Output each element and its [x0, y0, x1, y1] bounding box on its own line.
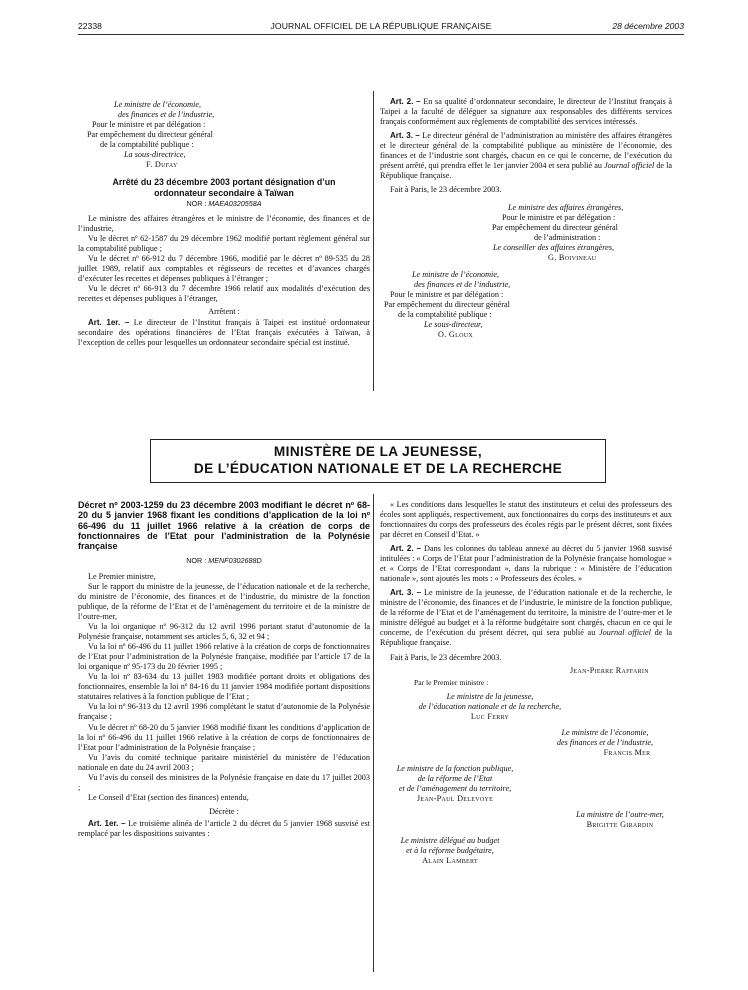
left-bottom-column	[78, 500, 370, 839]
article-text: de la République française.	[380, 161, 672, 181]
sig-line: de la comptabilité publique :	[398, 309, 492, 319]
signatory-name: Francis Mer	[603, 747, 651, 757]
page-number: 22338	[78, 21, 102, 31]
journal-officiel-ref: Journal officiel	[604, 161, 655, 171]
article-text: Le ministre de la jeunesse, de l’éducation nationale et de la recherche, le ministre de l’économie, des finances et de l’industrie, le ministre de la fonction publique, de la réforme de l’Etat et de l’aménagement du territoire, la ministre de l’outre-mer et le ministre délégué au budget et à la réforme budgétaire sont chargés, chacun en ce qui le concerne, de l’exécution du présent décret, qui sera publié au	[380, 588, 673, 638]
article-3	[380, 588, 672, 648]
nor-code: MAEA0320558A	[208, 199, 262, 209]
article-label: Art. 1er. –	[88, 318, 130, 328]
header-rule	[78, 34, 684, 35]
sig-line: Le ministre délégué au budget	[400, 835, 500, 845]
column-divider	[373, 91, 374, 391]
signatory-name: O. Gloux	[438, 329, 473, 339]
paragraph: Vu l’avis du comité technique paritaire ministériel du ministère de l’éducation nationale en date du 24 avril 2003 ;	[78, 752, 370, 772]
sig-line: Par empêchement du directeur général	[492, 222, 618, 232]
paragraph: Le Conseil d’Etat (section des finances) entendu,	[88, 793, 249, 803]
paragraph: Le ministre des affaires étrangères et le ministre de l’économie, des finances et de l’industrie,	[78, 213, 370, 233]
nor-code: MENF0302688D	[208, 555, 262, 565]
sig-line: Par empêchement du directeur général	[87, 130, 213, 139]
issue-date: 28 décembre 2003	[612, 21, 684, 31]
article-label: Art. 3. –	[390, 588, 422, 598]
signature-block-affaires-etrangeres	[380, 203, 672, 263]
article-1	[78, 318, 370, 348]
article-2	[380, 544, 672, 584]
sig-line: et à la réforme budgétaire,	[406, 845, 494, 855]
paragraph: Le Premier ministre,	[88, 571, 156, 581]
paragraph: Vu le décret nº 66-912 du 7 décembre 1966, modifié par le décret nº 89-535 du 28 juillet 1989, relatif aux comptables et régisseurs de recettes et d’avances chargés d’exécuter les recettes et dépenses publiques à l’étranger ;	[78, 254, 370, 284]
signature-block-economie-2	[380, 270, 672, 340]
sig-line: Le ministre de l’économie,	[114, 100, 202, 109]
ministry-heading-box	[150, 439, 606, 483]
sig-line: Pour le ministre et par délégation :	[92, 120, 206, 129]
column-divider	[373, 494, 374, 972]
signatory-name: F. Dufay	[146, 160, 178, 169]
sig-line: Le ministre des affaires étrangères,	[508, 202, 624, 212]
decret-title: Décret nº 2003-1259 du 23 décembre 2003 modifiant le décret nº 68-20 du 5 janvier 1968 fixant les conditions d’application de la loi nº 66-496 du 11 juillet 1966 relative à la création de corps de fonctionnaires de l’Etat pour l’administration de la Polynésie française	[78, 500, 370, 552]
decrete: Décrète :	[209, 807, 239, 817]
sig-line: La ministre de l’outre-mer,	[576, 809, 664, 819]
article-text: Le directeur de l’Institut français à Taipei est institué ordonnateur secondaire des opérations financières de l’Etat français exécutées à Taïwan, à l’exception de celles pour lesquelles un ordonnateur secondaire spécial est institué.	[78, 318, 371, 348]
sig-line: Le ministre de l’économie,	[412, 269, 500, 279]
article-label: Art. 1er. –	[88, 819, 126, 829]
article-3	[380, 131, 672, 181]
right-bottom-column	[380, 500, 672, 866]
article-text: de la République française.	[380, 628, 672, 648]
paragraph: Vu la loi nº 96-313 du 12 avril 1996 complétant le statut d’autonomie de la Polynésie française ;	[78, 702, 370, 722]
paragraph: Vu l’avis du conseil des ministres de la Polynésie française en date du 17 juillet 2003 ;	[78, 773, 370, 792]
sig-line: Pour le ministre et par délégation :	[390, 289, 504, 299]
sig-line: Par empêchement du directeur général	[384, 299, 510, 309]
article-label: Art. 2. –	[390, 97, 421, 106]
paragraph: Sur le rapport du ministre de la jeunesse, de l’éducation nationale et de la recherche, du ministre de l’économie, des finances et de l’industrie, du ministre de la fonction publique, de la réforme de l’Etat et de l’aménagement du territoire et de la ministre de l’outre-mer,	[78, 581, 370, 621]
paragraph: Vu le décret nº 68-20 du 5 janvier 1968 modifié fixant les conditions d’application de la loi nº 66-496 du 11 juillet 1966 relative à la création de corps de fonctionnaires de l’Etat pour l’administration de la Polynésie française ;	[78, 722, 370, 752]
signature-block-outre-mer	[545, 810, 695, 830]
signature-block-economie	[78, 100, 370, 170]
article-label: Art. 2. –	[390, 544, 422, 554]
sig-line: Le conseiller des affaires étrangères,	[493, 242, 615, 252]
arretent: Arrêtent :	[208, 307, 240, 317]
article-text: Le directeur général de l’administration au ministère des affaires étrangères et le directeur général de la comptabilité publique au ministère de l’économie, des finances et de l’industrie sont chargés, chacun en ce qui le concerne, de l’exécution du présent arrêté, qui prendra effet le 1er janvier 2004 et sera publié au	[380, 131, 672, 171]
signatory-name: Brigitte Girardin	[586, 819, 654, 829]
sig-line: Le sous-directeur,	[424, 319, 483, 329]
signatory-name: Alain Lambert	[422, 855, 478, 865]
paragraph: Vu le décret nº 62-1587 du 29 décembre 1962 modifié portant règlement général sur la comptabilité publique ;	[78, 234, 370, 254]
fait-a-paris: Fait à Paris, le 23 décembre 2003.	[390, 652, 502, 662]
paragraph: Vu la loi nº 83-634 du 13 juillet 1983 modifiée portant droits et obligations des fonctionnaires, ensemble la loi nº 84-16 du 11 janvier 1984 modifiée portant dispositions statutaires relatives à la fonction publique de l’Etat ;	[78, 672, 370, 702]
quoted-provision: « Les conditions dans lesquelles le statut des instituteurs et celui des professeurs des écoles sont appliqués, respectivement, aux fonctionnaires du corps des instituteurs et aux fonctionnaires du corps des professeurs des écoles régis par le présent décret, sont fixées par décret en Conseil d’Etat. »	[380, 500, 672, 539]
sig-line: des finances et de l’industrie,	[118, 110, 215, 119]
nor-label: NOR :	[186, 199, 207, 209]
sig-line: Le ministre de la jeunesse,	[446, 691, 534, 701]
nor-label: NOR :	[186, 555, 207, 565]
ministry-line-2: DE L’ÉDUCATION NATIONALE ET DE LA RECHERCHE	[193, 461, 563, 477]
sig-line: et de l’aménagement du territoire,	[398, 783, 512, 793]
journal-officiel-ref: Journal officiel	[599, 628, 651, 638]
article-2	[380, 97, 672, 127]
sig-line: des finances et de l’industrie,	[556, 737, 654, 747]
paragraph: Vu la loi organique nº 96-312 du 12 avril 1996 portant statut d’autonomie de la Polynésie française, notamment ses articles 5, 6, 32 et 94 ;	[78, 621, 370, 641]
nor-reference	[78, 200, 370, 209]
article-text: Le troisième alinéa de l’article 2 du décret du 5 janvier 1968 susvisé est remplacé par les dispositions suivantes :	[78, 819, 370, 839]
sig-line: des finances et de l’industrie,	[414, 279, 511, 289]
sig-line: de l’administration :	[534, 232, 601, 242]
sig-line: Le ministre de l’économie,	[561, 727, 649, 737]
nor-reference	[78, 557, 370, 566]
sig-line: de l’éducation nationale et de la recherche,	[418, 701, 562, 711]
sig-line: Le ministre de la fonction publique,	[396, 763, 514, 773]
sig-line: de la comptabilité publique :	[100, 140, 194, 149]
sig-line: de la réforme de l’Etat	[417, 773, 493, 783]
ministry-line-1: MINISTÈRE DE LA JEUNESSE,	[273, 444, 483, 459]
signatory-name: Luc Ferry	[470, 711, 510, 721]
signatory-name: Jean-Paul Delevoye	[416, 793, 494, 803]
left-top-column	[78, 100, 370, 349]
sig-line: Pour le ministre et par délégation :	[502, 212, 616, 222]
article-text: Dans les colonnes du tableau annexé au décret du 5 janvier 1968 susvisé intitulées : « Corps de l’Etat pour l’administration de la Polynésie française homologue » et « Corps de l’Etat correspondant », dans la rubrique : « Ministère de l’éducation nationale », sont ajoutés les mots : « Professeurs des écoles. »	[380, 544, 672, 584]
article-1	[78, 819, 370, 839]
signature-block-economie-3	[520, 728, 690, 758]
arrete-title: Arrêté du 23 décembre 2003 portant désignation d’un ordonnateur secondaire à Taïwan	[112, 177, 336, 198]
signature-block-fonction-publique	[380, 764, 530, 804]
signatory-name: G. Boivineau	[548, 252, 597, 262]
sig-line: La sous-directrice,	[124, 150, 186, 159]
pm-prefix: Par le Premier ministre :	[414, 677, 489, 687]
article-text: En sa qualité d’ordonnateur secondaire, le directeur de l’Institut français à Taipei a la faculté de déléguer sa signature aux responsables des différents services français conformément aux règlements de comptabilité des services intéressés.	[380, 97, 673, 126]
paragraph: Vu le décret nº 66-913 du 7 décembre 1966 relatif aux modalités d’exécution des recettes et dépenses publiques à l’étranger,	[78, 284, 370, 304]
signature-block-budget	[380, 836, 520, 866]
paragraph: Vu la loi nº 66-496 du 11 juillet 1966 relative à la création de corps de fonctionnaires de l’Etat pour l’administration de la Polynésie française, modifiée par l’article 17 de la loi organique nº 95-173 du 20 février 1995 ;	[78, 642, 370, 672]
signature-block-jeunesse	[380, 692, 600, 722]
prime-minister-name: Jean-Pierre Raffarin	[570, 665, 649, 675]
right-top-column	[380, 97, 672, 340]
fait-a-paris: Fait à Paris, le 23 décembre 2003.	[390, 185, 502, 195]
journal-title: JOURNAL OFFICIEL DE LA RÉPUBLIQUE FRANÇAISE	[270, 21, 492, 31]
article-label: Art. 3. –	[390, 131, 420, 141]
